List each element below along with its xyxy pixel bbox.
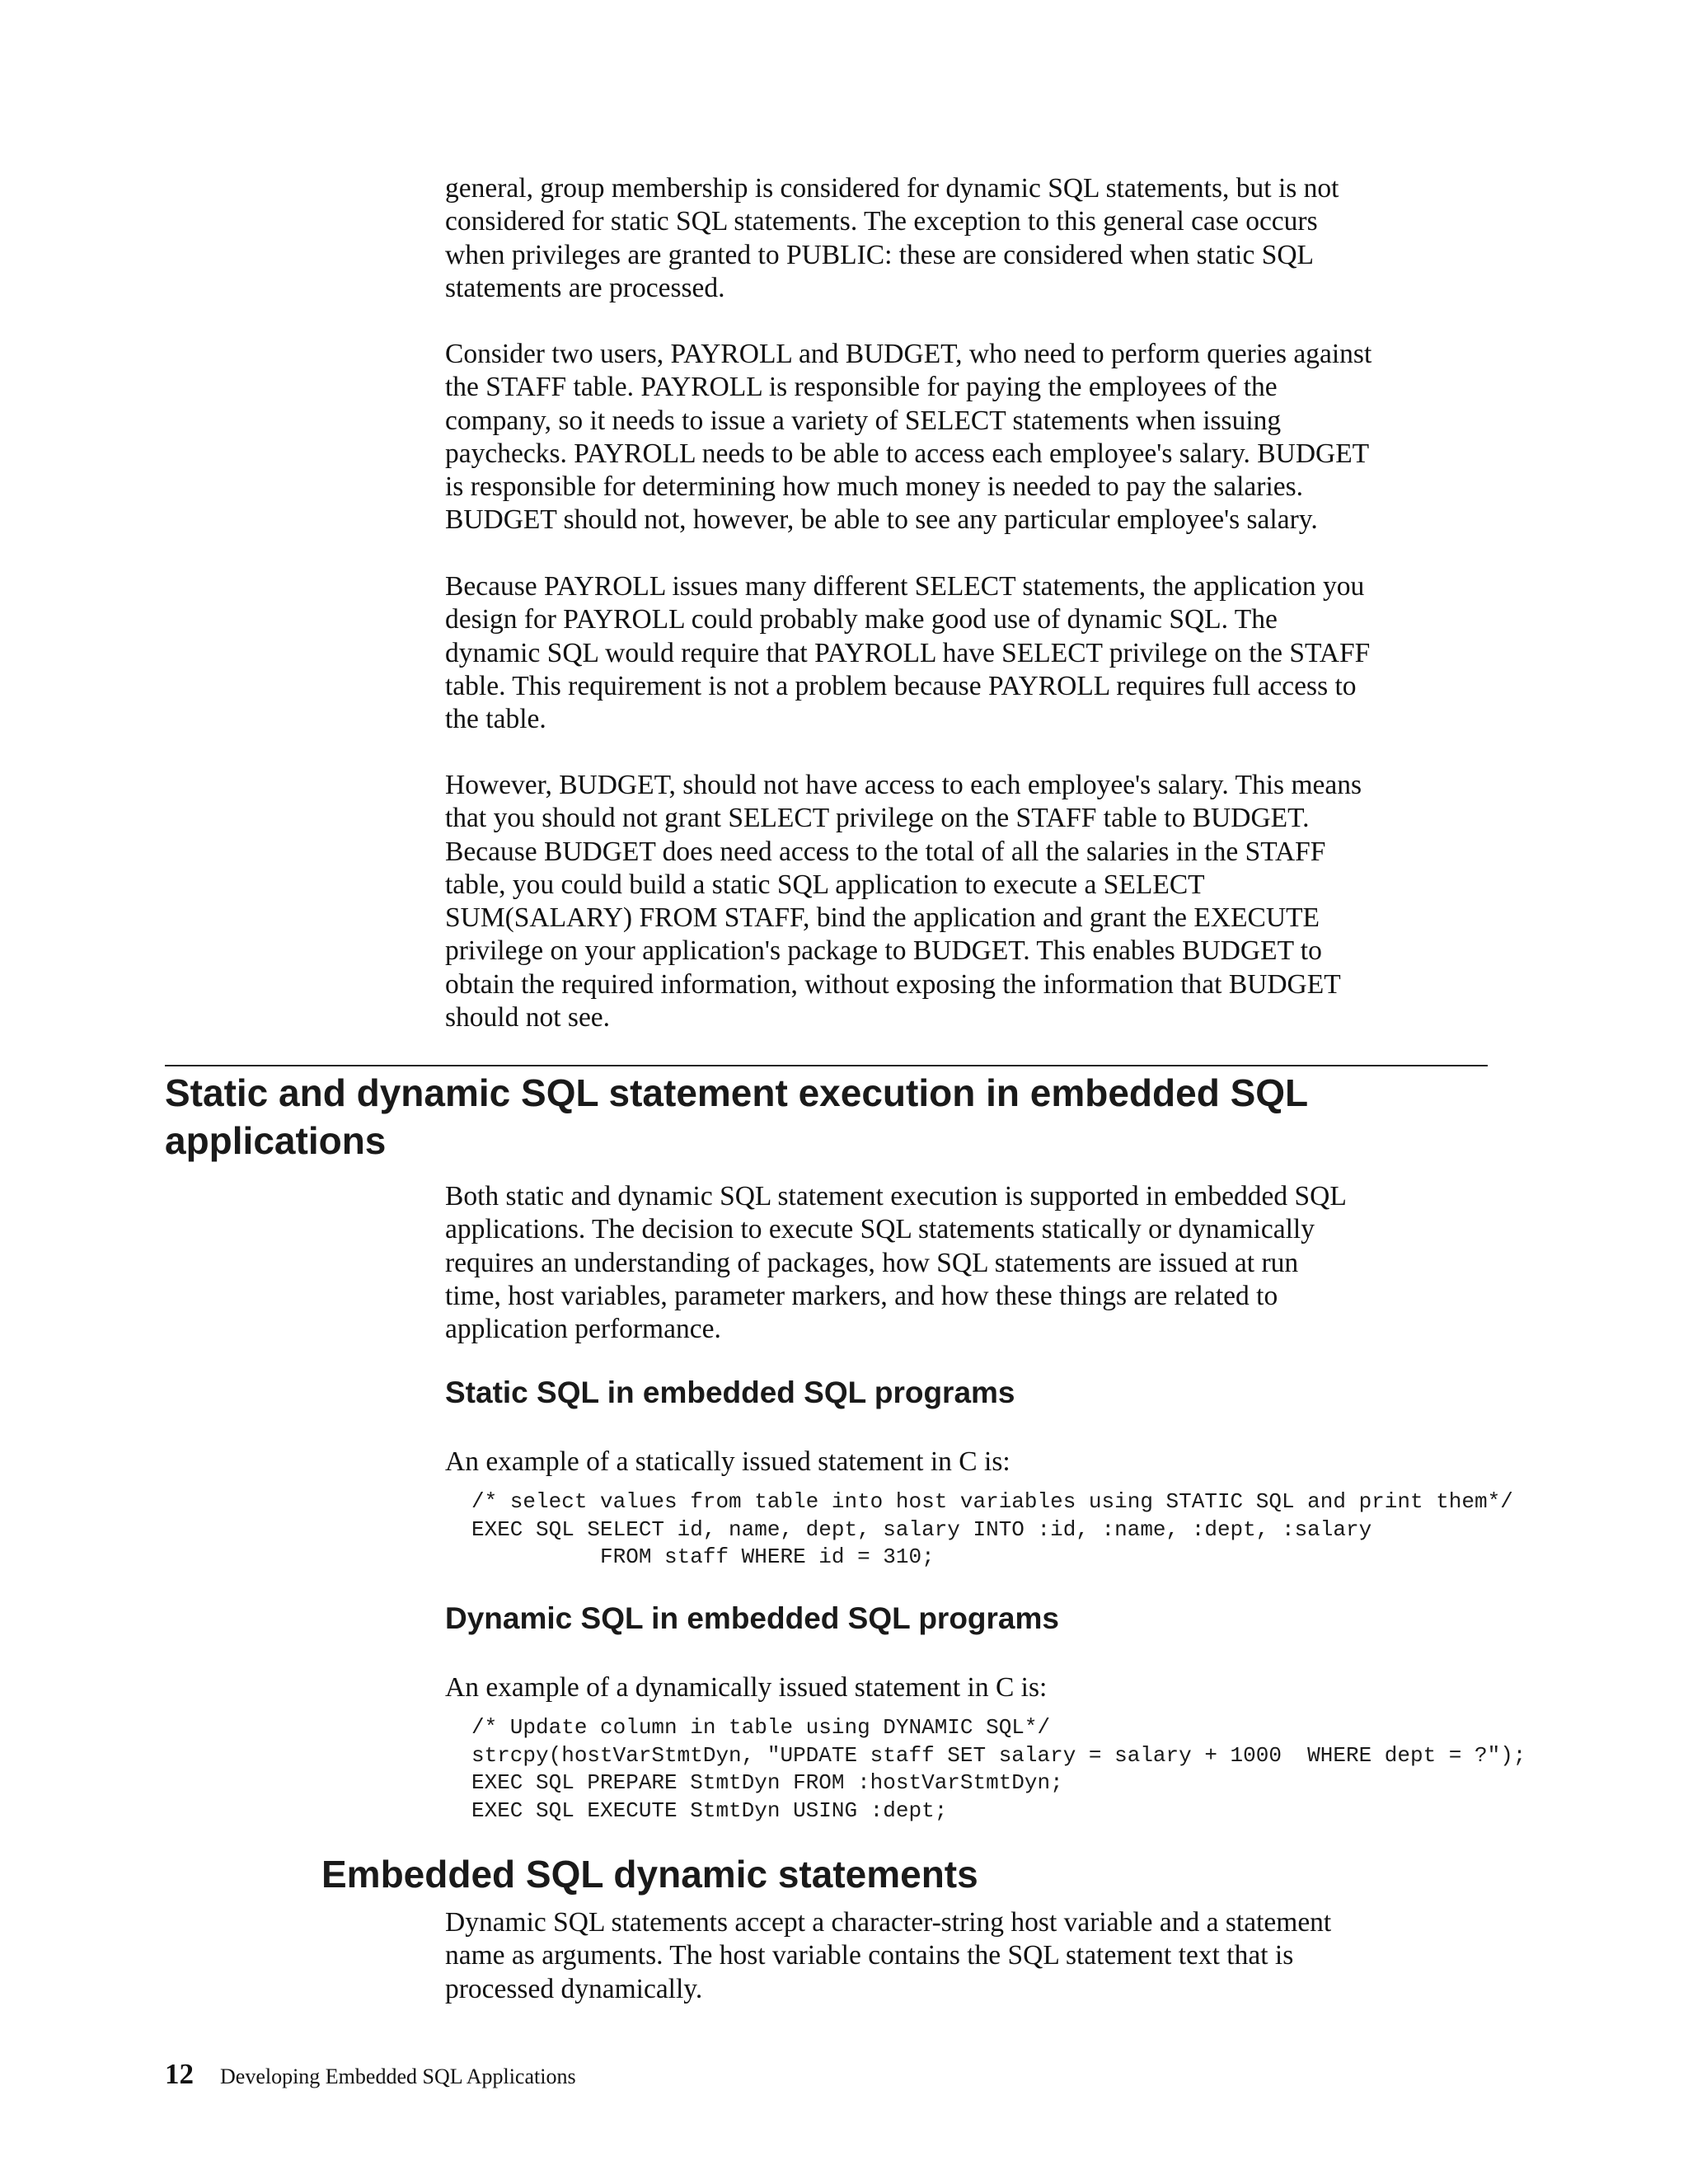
paragraph: However, BUDGET, should not have access to each employee's salary. This means that you should not grant SELECT privilege on the STAFF table to BUDGET. Because BUDGET does need access to the total of all the salaries in the STAFF table, you could build a static SQL application to execute a SELECT SUM(SALARY) FROM STAFF, bind the application and grant the EXECUTE privilege on your application's package to BUDGET. This enables BUDGET to obtain the required information, without exposing the information that BUDGET should not see. xyxy=(445,770,1362,1033)
code-block-static-sql: /* select values from table into host variables using STATIC SQL and print them*/ EXEC SQL SELECT id, name, dept, salary INTO :id, :name, :dept, :salary FROM staff WHERE id = 310; xyxy=(471,1489,1513,1569)
page-number: 12 xyxy=(165,2058,194,2090)
paragraph-budget-static xyxy=(445,769,1488,1034)
paragraph: Consider two users, PAYROLL and BUDGET, who need to perform queries against the STAFF table. PAYROLL is responsible for paying the employees of the company, so it needs to issue a variety of SELECT statements when issuing paychecks. PAYROLL needs to be able to access each employee's salary. BUDGET is responsible for determining how much money is needed to pay the salaries. BUDGET should not, however, be able to see any particular employee's salary. xyxy=(445,339,1372,536)
subsection-heading-static-sql: Static SQL in embedded SQL programs xyxy=(445,1376,1015,1409)
book-title: Developing Embedded SQL Applications xyxy=(220,2064,576,2088)
code-block-dynamic-sql: /* Update column in table using DYNAMIC SQL*/ strcpy(hostVarStmtDyn, "UPDATE staff SET salary = salary + 1000 WHERE dept = ?"); EXEC SQL PREPARE StmtDyn FROM :hostVarStmtDyn; EXEC SQL EXECUTE StmtDyn USING :dept; xyxy=(471,1715,1526,1823)
dynamic-sql-lead xyxy=(445,1671,1488,1704)
paragraph: An example of a statically issued statement in C is: xyxy=(445,1446,1010,1477)
page-footer xyxy=(165,2058,576,2091)
subsection-heading-dynamic-sql: Dynamic SQL in embedded SQL programs xyxy=(445,1601,1059,1635)
section2-intro xyxy=(445,1906,1488,2006)
paragraph-payroll-budget xyxy=(445,338,1488,537)
static-sql-lead xyxy=(445,1446,1488,1479)
paragraph-payroll-dynamic xyxy=(445,570,1488,736)
paragraph: Because PAYROLL issues many different SELECT statements, the application you design for PAYROLL could probably make good use of dynamic SQL. The dynamic SQL would require that PAYROLL have SELECT privilege on the STAFF table. This requirement is not a problem because PAYROLL requires full access to the table. xyxy=(445,571,1371,735)
paragraph: Both static and dynamic SQL statement execution is supported in embedded SQL applications. The decision to execute SQL statements statically or dynamically requires an understanding of packages, how SQL statements are issued at run time, host variables, parameter markers, and how these things are related to application performance. xyxy=(445,1181,1347,1345)
paragraph: An example of a dynamically issued statement in C is: xyxy=(445,1672,1048,1703)
paragraph-group-membership xyxy=(445,172,1488,305)
paragraph: Dynamic SQL statements accept a character-string host variable and a statement name as arguments. The host variable contains the SQL statement text that is processed dynamically. xyxy=(445,1907,1332,2004)
section-intro xyxy=(445,1180,1488,1346)
section-heading-embedded-dynamic: Embedded SQL dynamic statements xyxy=(321,1853,978,1896)
paragraph: general, group membership is considered for dynamic SQL statements, but is not considered for static SQL statements. The exception to this general case occurs when privileges are granted to PUBLIC: these are considered when static SQL statements are processed. xyxy=(445,173,1339,303)
section-heading-static-dynamic: Static and dynamic SQL statement execution in embedded SQL applications xyxy=(165,1071,1309,1162)
section-divider xyxy=(165,1065,1488,1066)
